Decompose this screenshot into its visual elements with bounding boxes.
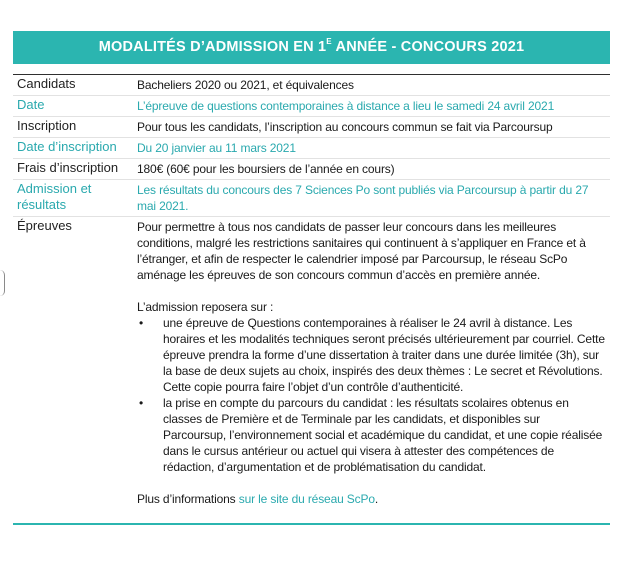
row-date-inscription (13, 138, 610, 159)
row-label: Admission et résultats (13, 180, 133, 217)
list-item (137, 395, 606, 475)
epreuves-intro: Pour permettre à tous nos candidats de passer leur concours dans les meilleures conditions, malgré les restrictions sanitaires qui continuent à s’appliquer en France et à l’étranger, et afin de respecter le calendrier imposé par Parcoursup, le réseau ScPo aménage les épreuves de son concours commun d’accès en première année. (137, 220, 586, 282)
page-edge-mark (0, 270, 5, 296)
row-date (13, 96, 610, 117)
row-inscription (13, 117, 610, 138)
row-label: Épreuves (17, 218, 72, 233)
row-label: Date (13, 96, 133, 117)
row-value: Pour tous les candidats, l’inscription au concours commun se fait via Parcoursup (133, 117, 610, 138)
banner-title-superscript: E (326, 37, 332, 46)
row-value: Du 20 janvier au 11 mars 2021 (133, 138, 610, 159)
row-value: Les résultats du concours des 7 Sciences Po sont publiés via Parcoursup à partir du 27 mai 2021. (133, 180, 610, 217)
admission-criteria-list (137, 315, 606, 475)
more-info (137, 491, 606, 507)
row-candidats (13, 75, 610, 96)
row-label: Frais d’inscription (13, 159, 133, 180)
row-epreuves (13, 217, 610, 514)
list-item-text: une épreuve de Questions contemporaines à réaliser le 24 avril à distance. Les horaires et les modalités techniques seront précisés ultérieurement par courriel. Cette épreuve prendra la forme d’une dissertation à traiter dans une durée limitée (3h), sur la base de deux sujets au choix, inspirés des deux thèmes : Le secret et Révolutions. Cette copie pourra faire l’objet d’un contrôle d’authenticité. (163, 316, 605, 394)
more-info-end: . (374, 492, 379, 506)
section-banner (13, 31, 610, 64)
bullet-icon: • (139, 396, 144, 410)
list-item (137, 315, 606, 395)
admission-details-table (13, 74, 610, 513)
row-label: Date d’inscription (13, 138, 133, 159)
banner-title-end: ANNÉE - CONCOURS 2021 (331, 39, 525, 55)
row-label: Inscription (13, 117, 133, 138)
row-value: Bacheliers 2020 ou 2021, et équivalences (133, 75, 610, 96)
more-info-text: Plus d’informations (137, 492, 239, 506)
admission-intro: L’admission reposera sur : (137, 300, 274, 314)
row-label: Candidats (13, 75, 133, 96)
banner-title-start: MODALITÉS D’ADMISSION EN 1 (98, 39, 327, 55)
row-value: 180€ (60€ pour les boursiers de l’année en cours) (133, 159, 610, 180)
epreuves-content (133, 217, 610, 514)
bottom-divider (13, 523, 610, 525)
admission-table-frame (13, 31, 610, 525)
list-item-text: la prise en compte du parcours du candidat : les résultats scolaires obtenus en classes de Première et de Terminale par les candidats, et disponibles sur Parcoursup, l’environnement social et académique du candidat, et une copie réalisée dans le cursus antérieur ou actuel qui visera à attester des compétences de rédaction, d’argumentation et de problématisation du candidat. (163, 396, 603, 474)
row-value: L’épreuve de questions contemporaines à distance a lieu le samedi 24 avril 2021 (133, 96, 610, 117)
row-frais-inscription (13, 159, 610, 180)
bullet-icon: • (139, 316, 144, 330)
scpo-site-link[interactable]: sur le site du réseau ScPo (238, 492, 375, 506)
row-admission-resultats (13, 180, 610, 217)
